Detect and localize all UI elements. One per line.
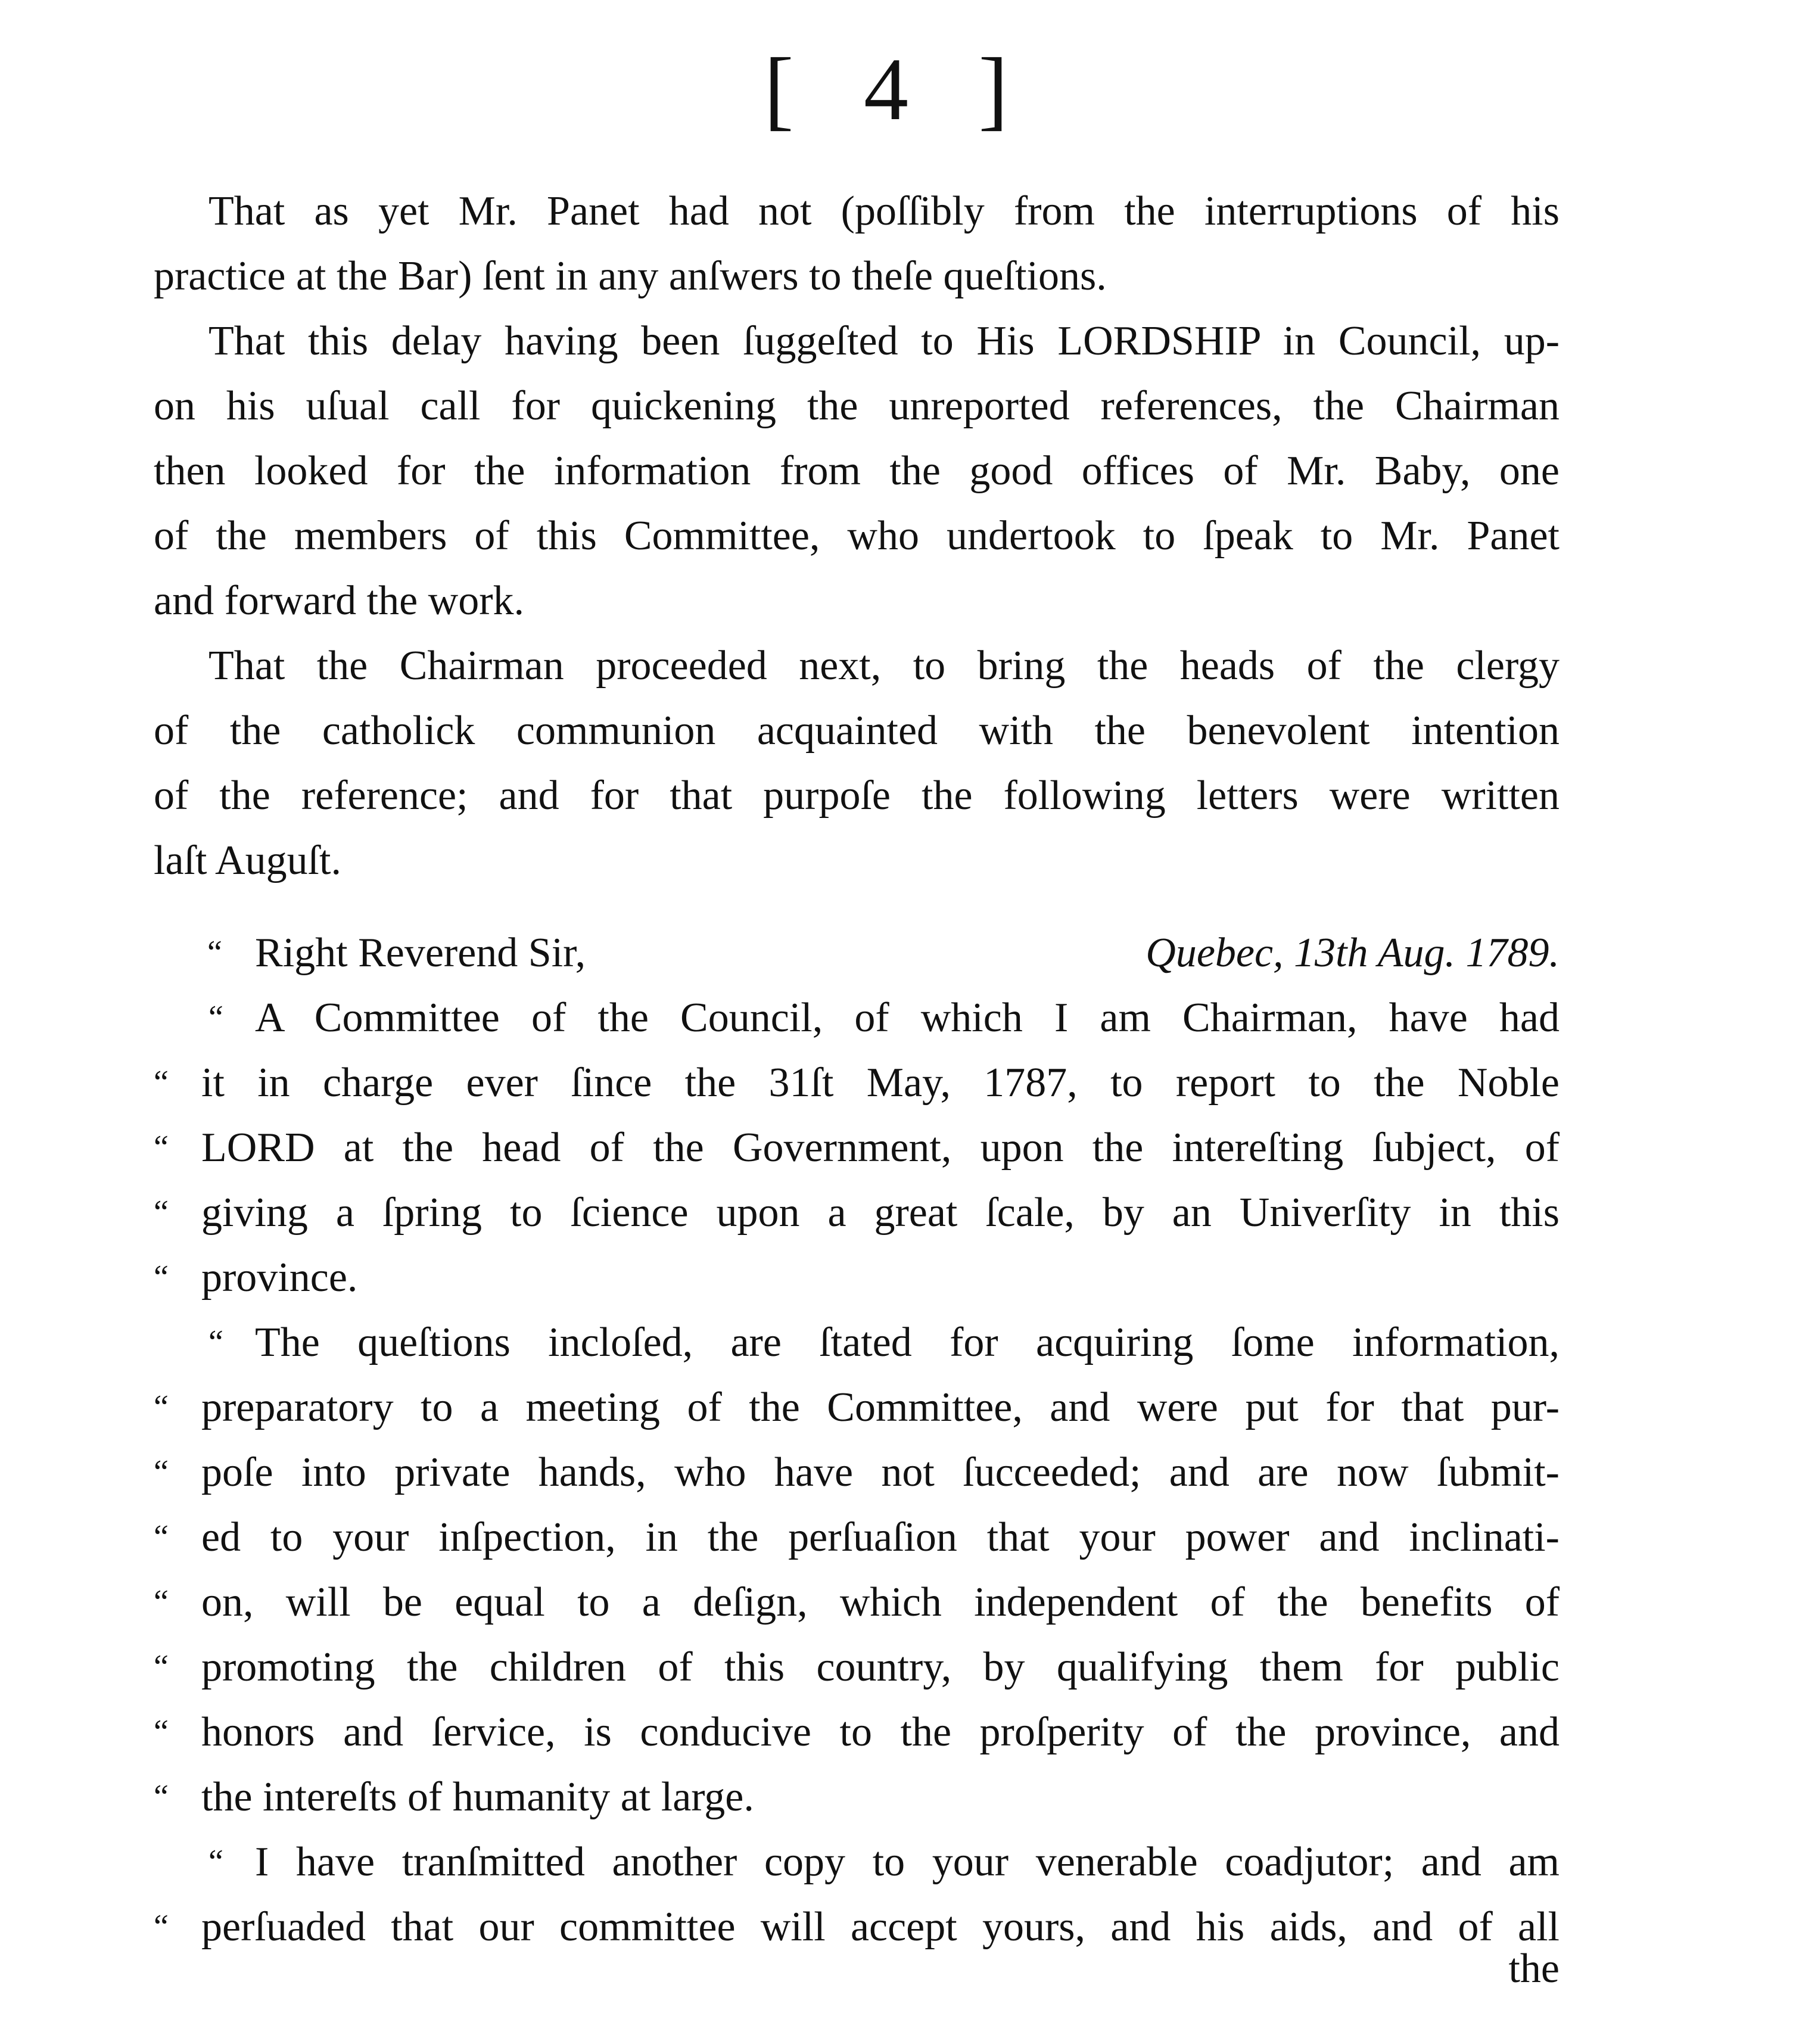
quote-mark: “ [154, 1454, 169, 1491]
letter-line [154, 1635, 1560, 1700]
letter-salutation [207, 920, 586, 985]
letter-line-text: ed to your inſpection, in the perſuaſion that your power and inclinati- [201, 1514, 1560, 1560]
letter-line-text: preparatory to a meeting of the Committee, and were put for that pur- [201, 1385, 1560, 1430]
paragraph-3-line: of the catholick communion acquainted with the benevolent intention [154, 708, 1560, 754]
paragraph-2-line: then looked for the information from the good offices of Mr. Baby, one [154, 448, 1560, 494]
quote-mark: “ [208, 999, 223, 1036]
quote-mark: “ [154, 1259, 169, 1296]
paragraph-1-line: practice at the Bar) ſent in any anſwers to theſe queſtions. [154, 253, 1107, 299]
letter-line [154, 1245, 1560, 1310]
quote-mark: “ [154, 1778, 169, 1815]
letter-line [154, 985, 1560, 1050]
letter-line-text: province. [201, 1255, 358, 1301]
quote-mark: “ [154, 1583, 169, 1620]
letter-line-text: it in charge ever ſince the 31ſt May, 1787, to report to the Noble [201, 1060, 1560, 1106]
letter-line [154, 1115, 1560, 1180]
quote-mark: “ [154, 1064, 169, 1101]
letter-line [154, 1894, 1560, 1959]
paragraph-2-line: That this delay having been ſuggeſted to His LORDSHIP in Council, up- [208, 318, 1560, 364]
quote-mark: “ [208, 1324, 223, 1361]
letter-line [154, 1700, 1560, 1765]
letter-line-text: I have tranſmitted another copy to your venerable coadjutor; and am [255, 1839, 1560, 1885]
letter-line-text: The queſtions incloſed, are ſtated for acquiring ſome information, [255, 1320, 1560, 1365]
letter-line [154, 1765, 1560, 1830]
letter-line-text: the intereſts of humanity at large. [201, 1774, 754, 1820]
quote-mark: “ [154, 1648, 169, 1685]
letter-line [154, 1050, 1560, 1115]
quote-mark: “ [154, 1389, 169, 1426]
letter-line-text: LORD at the head of the Government, upon the intereſting ſubject, of [201, 1125, 1560, 1171]
letter-line-text: on, will be equal to a deſign, which independent of the benefits of [201, 1579, 1560, 1625]
letter-line-text: promoting the children of this country, by qualifying them for public [201, 1644, 1560, 1690]
letter-line-text: A Committee of the Council, of which I am Chairman, have had [255, 995, 1560, 1041]
paragraph-3-line: of the reference; and for that purpoſe the following letters were written [154, 773, 1560, 819]
catchword: the [1508, 1946, 1560, 1992]
paragraph-3-line: laſt Auguſt. [154, 838, 341, 883]
quote-mark: “ [154, 1129, 169, 1166]
paragraph-2-line: of the members of this Committee, who undertook to ſpeak to Mr. Panet [154, 513, 1560, 559]
letter-line [154, 1440, 1560, 1505]
letter-line-text: giving a ſpring to ſcience upon a great ſcale, by an Univerſity in this [201, 1190, 1560, 1236]
quote-mark: “ [207, 934, 222, 971]
quote-mark: “ [208, 1843, 223, 1880]
letter-line [154, 1375, 1560, 1440]
paragraph-1-line: That as yet Mr. Panet had not (poſſibly from the interruptions of his [208, 188, 1560, 234]
quote-mark: “ [154, 1194, 169, 1231]
letter-line [154, 1505, 1560, 1570]
quoted-letter [154, 920, 1560, 1959]
letter-heading [154, 920, 1560, 985]
letter-line-text: honors and ſervice, is conducive to the proſperity of the province, and [201, 1709, 1560, 1755]
letter-line [154, 1310, 1560, 1375]
letter-line [154, 1570, 1560, 1635]
quote-mark: “ [154, 1519, 169, 1555]
letter-line-text: poſe into private hands, who have not ſucceeded; and are now ſubmit- [201, 1449, 1560, 1495]
quote-mark: “ [154, 1908, 169, 1945]
paragraph-3-line: That the Chairman proceeded next, to bring the heads of the clergy [208, 643, 1560, 689]
paragraph-2-line: on his uſual call for quickening the unreported references, the Chairman [154, 383, 1560, 429]
letter-line-text: perſuaded that our committee will accept yours, and his aids, and of all [201, 1904, 1560, 1950]
quote-mark: “ [154, 1713, 169, 1750]
narrative-text [154, 179, 1560, 893]
paragraph-2-line: and forward the work. [154, 578, 525, 624]
letter-line [154, 1830, 1560, 1894]
page-number: [ 4 ] [764, 40, 1032, 139]
letter-dateline: Quebec, 13th Aug. 1789. [1146, 930, 1560, 976]
salutation-text: Right Reverend Sir, [255, 930, 586, 976]
letter-line [154, 1180, 1560, 1245]
